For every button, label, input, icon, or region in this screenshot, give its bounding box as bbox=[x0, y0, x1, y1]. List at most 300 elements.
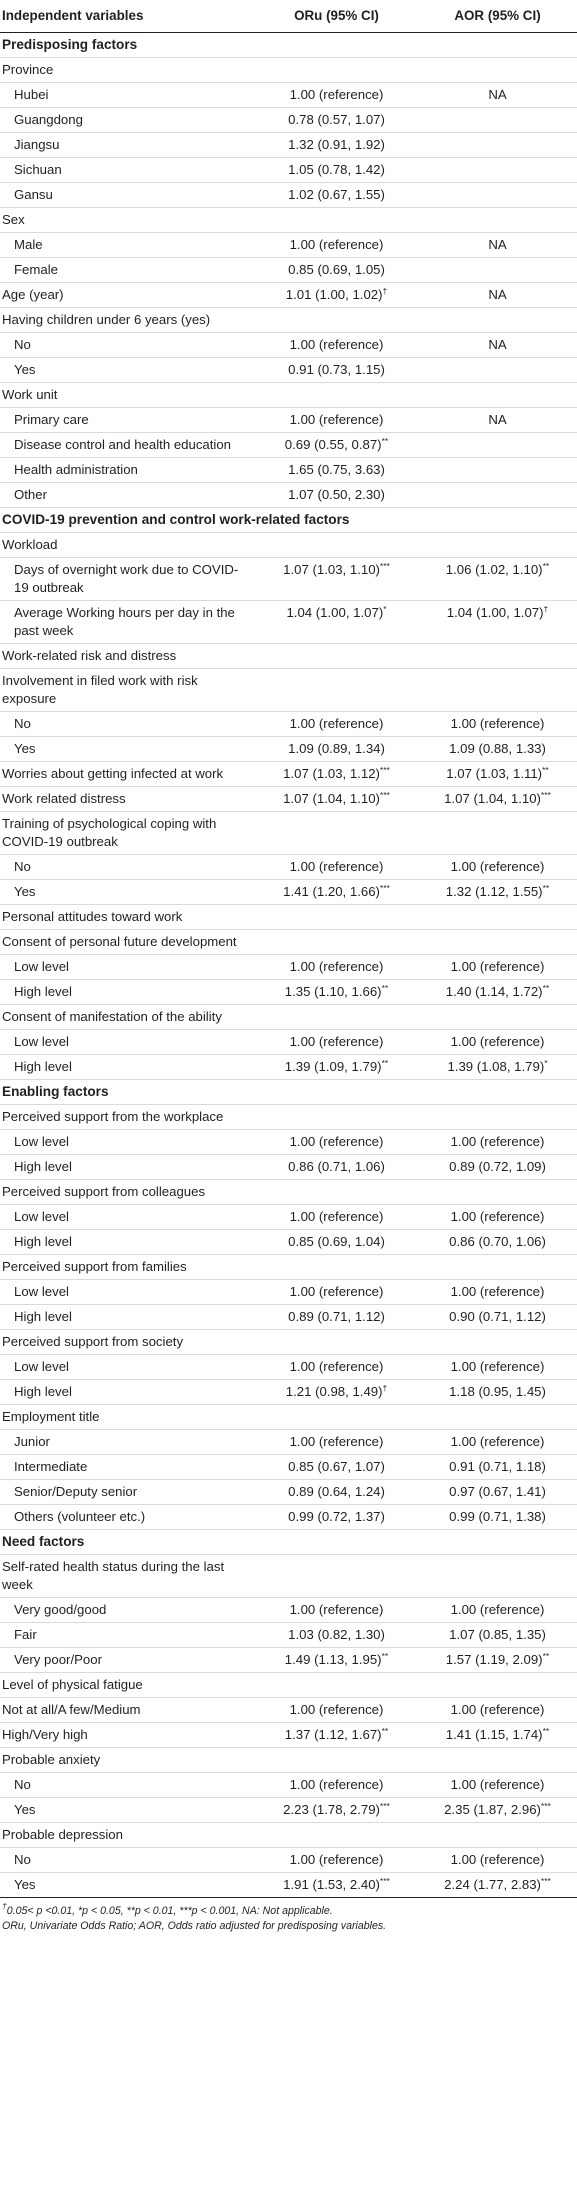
oru-cell bbox=[255, 83, 420, 108]
aor-value: 0.90 (0.71, 1.12) bbox=[449, 1309, 546, 1324]
aor-significance-mark: ** bbox=[542, 983, 550, 993]
variable-label: Consent of personal future development bbox=[0, 930, 255, 955]
oru-cell bbox=[255, 787, 420, 812]
oru-cell bbox=[255, 1823, 420, 1848]
aor-cell bbox=[420, 333, 577, 358]
oru-cell bbox=[255, 1280, 420, 1305]
table-row bbox=[0, 1673, 577, 1698]
oru-cell bbox=[255, 1455, 420, 1480]
oru-value: 1.03 (0.82, 1.30) bbox=[288, 1627, 385, 1642]
oru-cell bbox=[255, 183, 420, 208]
oru-cell bbox=[255, 812, 420, 855]
variable-label: Consent of manifestation of the ability bbox=[0, 1005, 255, 1030]
oru-value: 1.00 (reference) bbox=[289, 1852, 384, 1867]
table-row bbox=[0, 880, 577, 905]
aor-value: 0.86 (0.70, 1.06) bbox=[449, 1234, 546, 1249]
oru-cell bbox=[255, 283, 420, 308]
oru-cell bbox=[255, 433, 420, 458]
table-row bbox=[0, 108, 577, 133]
aor-significance-mark: *** bbox=[540, 1801, 551, 1811]
oru-cell bbox=[255, 1555, 420, 1598]
oru-cell bbox=[255, 930, 420, 955]
table-row bbox=[0, 1430, 577, 1455]
table-row bbox=[0, 1280, 577, 1305]
aor-cell bbox=[420, 1873, 577, 1898]
oru-value: 1.00 (reference) bbox=[289, 1034, 384, 1049]
oru-value: 1.00 (reference) bbox=[289, 237, 384, 252]
aor-cell bbox=[420, 1505, 577, 1530]
table-row bbox=[0, 855, 577, 880]
table-row bbox=[0, 1205, 577, 1230]
oru-value: 1.00 (reference) bbox=[289, 1284, 384, 1299]
oru-cell bbox=[255, 1230, 420, 1255]
table-row bbox=[0, 1055, 577, 1080]
variable-label: Probable anxiety bbox=[0, 1748, 255, 1773]
oru-cell bbox=[255, 233, 420, 258]
section-heading: Enabling factors bbox=[0, 1080, 577, 1105]
variable-label: Disease control and health education bbox=[0, 433, 255, 458]
table-row bbox=[0, 183, 577, 208]
table-row bbox=[0, 483, 577, 508]
table-row bbox=[0, 1723, 577, 1748]
aor-value: 1.06 (1.02, 1.10) bbox=[445, 562, 543, 577]
aor-cell bbox=[420, 183, 577, 208]
table-row bbox=[0, 408, 577, 433]
table-row bbox=[0, 233, 577, 258]
aor-cell bbox=[420, 1748, 577, 1773]
oru-cell bbox=[255, 383, 420, 408]
aor-value: 1.41 (1.15, 1.74) bbox=[445, 1727, 543, 1742]
oru-value: 1.09 (0.89, 1.34) bbox=[288, 741, 385, 756]
oru-cell bbox=[255, 955, 420, 980]
oru-cell bbox=[255, 1648, 420, 1673]
oru-value: 1.04 (1.00, 1.07) bbox=[286, 605, 384, 620]
variable-label: Average Working hours per day in the past week bbox=[0, 601, 255, 644]
variable-label: Not at all/A few/Medium bbox=[0, 1698, 255, 1723]
section-row bbox=[0, 1080, 577, 1105]
table-row bbox=[0, 558, 577, 601]
aor-value: 1.00 (reference) bbox=[450, 1284, 545, 1299]
table-row bbox=[0, 1623, 577, 1648]
aor-cell bbox=[420, 669, 577, 712]
table-row bbox=[0, 1030, 577, 1055]
table-row bbox=[0, 1555, 577, 1598]
oru-cell bbox=[255, 1723, 420, 1748]
variable-label: Senior/Deputy senior bbox=[0, 1480, 255, 1505]
variable-label: Guangdong bbox=[0, 108, 255, 133]
aor-value: 1.00 (reference) bbox=[450, 959, 545, 974]
aor-cell bbox=[420, 1330, 577, 1355]
variable-label: No bbox=[0, 1773, 255, 1798]
table-row bbox=[0, 1105, 577, 1130]
footnote-significance bbox=[2, 1901, 575, 1919]
oru-significance-mark: ** bbox=[381, 983, 389, 993]
oru-value: 1.00 (reference) bbox=[289, 1434, 384, 1449]
variable-label: Very poor/Poor bbox=[0, 1648, 255, 1673]
variable-label: Level of physical fatigue bbox=[0, 1673, 255, 1698]
aor-cell bbox=[420, 58, 577, 83]
oru-cell bbox=[255, 333, 420, 358]
variable-label: Fair bbox=[0, 1623, 255, 1648]
aor-cell bbox=[420, 1355, 577, 1380]
variable-label: No bbox=[0, 712, 255, 737]
variable-label: Perceived support from society bbox=[0, 1330, 255, 1355]
oru-significance-mark: *** bbox=[379, 1801, 390, 1811]
oru-value: 1.65 (0.75, 3.63) bbox=[288, 462, 385, 477]
oru-cell bbox=[255, 1380, 420, 1405]
aor-cell bbox=[420, 1205, 577, 1230]
aor-value: 1.00 (reference) bbox=[450, 1777, 545, 1792]
table-row bbox=[0, 1455, 577, 1480]
aor-cell bbox=[420, 1130, 577, 1155]
aor-significance-mark: ** bbox=[542, 561, 550, 571]
table-row bbox=[0, 644, 577, 669]
variable-label: Workload bbox=[0, 533, 255, 558]
table-row bbox=[0, 955, 577, 980]
aor-cell bbox=[420, 644, 577, 669]
section-heading: Need factors bbox=[0, 1530, 577, 1555]
variable-label: Perceived support from colleagues bbox=[0, 1180, 255, 1205]
oru-significance-mark: *** bbox=[379, 1876, 390, 1886]
aor-cell bbox=[420, 1030, 577, 1055]
aor-cell bbox=[420, 358, 577, 383]
variable-label: High level bbox=[0, 1380, 255, 1405]
table-row bbox=[0, 1698, 577, 1723]
oru-cell bbox=[255, 712, 420, 737]
aor-cell bbox=[420, 601, 577, 644]
table-row bbox=[0, 1748, 577, 1773]
table-row bbox=[0, 1873, 577, 1898]
oru-value: 1.00 (reference) bbox=[289, 412, 384, 427]
variable-label: Sex bbox=[0, 208, 255, 233]
aor-cell bbox=[420, 408, 577, 433]
aor-cell bbox=[420, 930, 577, 955]
oru-significance-mark: * bbox=[383, 604, 387, 614]
variable-label: Other bbox=[0, 483, 255, 508]
oru-value: 1.00 (reference) bbox=[289, 1602, 384, 1617]
oru-cell bbox=[255, 1255, 420, 1280]
aor-value: 0.89 (0.72, 1.09) bbox=[449, 1159, 546, 1174]
oru-value: 1.05 (0.78, 1.42) bbox=[288, 162, 385, 177]
aor-cell bbox=[420, 558, 577, 601]
aor-value: 1.00 (reference) bbox=[450, 859, 545, 874]
oru-cell bbox=[255, 1330, 420, 1355]
variable-label: Days of overnight work due to COVID-19 outbreak bbox=[0, 558, 255, 601]
oru-value: 1.37 (1.12, 1.67) bbox=[284, 1727, 382, 1742]
oru-cell bbox=[255, 762, 420, 787]
oru-value: 1.00 (reference) bbox=[289, 87, 384, 102]
oru-cell bbox=[255, 1698, 420, 1723]
variable-label: Work related distress bbox=[0, 787, 255, 812]
oru-value: 1.39 (1.09, 1.79) bbox=[284, 1059, 382, 1074]
aor-value: 1.00 (reference) bbox=[450, 1434, 545, 1449]
oru-cell bbox=[255, 1155, 420, 1180]
oru-cell bbox=[255, 1748, 420, 1773]
aor-significance-mark: *** bbox=[540, 1876, 551, 1886]
oru-cell bbox=[255, 905, 420, 930]
header-oru: ORu (95% CI) bbox=[255, 0, 420, 33]
table-row bbox=[0, 1230, 577, 1255]
section-row bbox=[0, 508, 577, 533]
aor-cell bbox=[420, 1405, 577, 1430]
oru-value: 1.00 (reference) bbox=[289, 859, 384, 874]
variable-label: Primary care bbox=[0, 408, 255, 433]
table-row bbox=[0, 158, 577, 183]
aor-value: 2.35 (1.87, 2.96) bbox=[444, 1802, 541, 1817]
oru-value: 1.00 (reference) bbox=[289, 1209, 384, 1224]
aor-cell bbox=[420, 1673, 577, 1698]
aor-cell bbox=[420, 1823, 577, 1848]
oru-cell bbox=[255, 483, 420, 508]
table-row bbox=[0, 1505, 577, 1530]
oru-value: 1.07 (1.04, 1.10) bbox=[283, 791, 380, 806]
section-row bbox=[0, 33, 577, 58]
table-row bbox=[0, 1330, 577, 1355]
oru-cell bbox=[255, 1430, 420, 1455]
aor-cell bbox=[420, 283, 577, 308]
variable-label: Personal attitudes toward work bbox=[0, 905, 255, 930]
oru-cell bbox=[255, 308, 420, 333]
oru-value: 1.32 (0.91, 1.92) bbox=[288, 137, 385, 152]
table-row bbox=[0, 737, 577, 762]
oru-cell bbox=[255, 644, 420, 669]
variable-label: Yes bbox=[0, 1798, 255, 1823]
table-row bbox=[0, 1480, 577, 1505]
aor-cell bbox=[420, 1255, 577, 1280]
aor-value: 0.97 (0.67, 1.41) bbox=[449, 1484, 546, 1499]
aor-cell bbox=[420, 1623, 577, 1648]
aor-significance-mark: † bbox=[543, 604, 549, 614]
oru-value: 1.41 (1.20, 1.66) bbox=[283, 884, 380, 899]
oru-value: 0.89 (0.71, 1.12) bbox=[288, 1309, 385, 1324]
aor-value: 1.00 (reference) bbox=[450, 1702, 545, 1717]
variable-label: Hubei bbox=[0, 83, 255, 108]
aor-value: 1.00 (reference) bbox=[450, 1034, 545, 1049]
oru-cell bbox=[255, 1505, 420, 1530]
variable-label: Work-related risk and distress bbox=[0, 644, 255, 669]
aor-cell bbox=[420, 737, 577, 762]
variable-label: Very good/good bbox=[0, 1598, 255, 1623]
aor-cell bbox=[420, 208, 577, 233]
aor-cell bbox=[420, 980, 577, 1005]
aor-significance-mark: * bbox=[544, 1058, 548, 1068]
table-row bbox=[0, 930, 577, 955]
table-row bbox=[0, 383, 577, 408]
variable-label: Probable depression bbox=[0, 1823, 255, 1848]
table-row bbox=[0, 787, 577, 812]
oru-cell bbox=[255, 208, 420, 233]
variable-label: Having children under 6 years (yes) bbox=[0, 308, 255, 333]
oru-cell bbox=[255, 1130, 420, 1155]
aor-significance-mark: ** bbox=[542, 1651, 550, 1661]
table-row bbox=[0, 333, 577, 358]
aor-cell bbox=[420, 1280, 577, 1305]
oru-value: 0.91 (0.73, 1.15) bbox=[288, 362, 385, 377]
aor-value: 1.07 (1.03, 1.11) bbox=[446, 766, 543, 781]
aor-cell bbox=[420, 1848, 577, 1873]
aor-value: NA bbox=[488, 287, 507, 302]
section-row bbox=[0, 1530, 577, 1555]
oru-value: 2.23 (1.78, 2.79) bbox=[283, 1802, 380, 1817]
table-row bbox=[0, 1848, 577, 1873]
oru-value: 1.07 (1.03, 1.10) bbox=[283, 562, 380, 577]
aor-cell bbox=[420, 308, 577, 333]
oru-cell bbox=[255, 1848, 420, 1873]
aor-cell bbox=[420, 158, 577, 183]
variable-label: No bbox=[0, 333, 255, 358]
table-row bbox=[0, 1255, 577, 1280]
aor-cell bbox=[420, 383, 577, 408]
oru-value: 0.89 (0.64, 1.24) bbox=[288, 1484, 385, 1499]
variable-label: Gansu bbox=[0, 183, 255, 208]
aor-cell bbox=[420, 1555, 577, 1598]
table-row bbox=[0, 812, 577, 855]
variable-label: High level bbox=[0, 1055, 255, 1080]
aor-significance-mark: *** bbox=[540, 790, 551, 800]
aor-significance-mark: ** bbox=[542, 1726, 550, 1736]
oru-cell bbox=[255, 1305, 420, 1330]
aor-value: 0.91 (0.71, 1.18) bbox=[449, 1459, 546, 1474]
variable-label: Yes bbox=[0, 1873, 255, 1898]
variable-label: Low level bbox=[0, 1030, 255, 1055]
oru-value: 0.85 (0.67, 1.07) bbox=[288, 1459, 385, 1474]
aor-cell bbox=[420, 1798, 577, 1823]
aor-cell bbox=[420, 108, 577, 133]
oru-cell bbox=[255, 737, 420, 762]
variable-label: High level bbox=[0, 1230, 255, 1255]
table-footnotes bbox=[0, 1898, 577, 1934]
aor-value: 1.32 (1.12, 1.55) bbox=[445, 884, 543, 899]
oru-cell bbox=[255, 1673, 420, 1698]
table-row bbox=[0, 1648, 577, 1673]
oru-cell bbox=[255, 1598, 420, 1623]
oru-cell bbox=[255, 1005, 420, 1030]
oru-value: 0.69 (0.55, 0.87) bbox=[284, 437, 382, 452]
oru-cell bbox=[255, 458, 420, 483]
variable-label: Self-rated health status during the last week bbox=[0, 1555, 255, 1598]
table-row bbox=[0, 83, 577, 108]
variable-label: Low level bbox=[0, 1280, 255, 1305]
table-row bbox=[0, 1355, 577, 1380]
oru-cell bbox=[255, 1480, 420, 1505]
oru-significance-mark: *** bbox=[379, 790, 390, 800]
oru-cell bbox=[255, 1030, 420, 1055]
aor-cell bbox=[420, 433, 577, 458]
table-row bbox=[0, 1598, 577, 1623]
oru-cell bbox=[255, 1205, 420, 1230]
variable-label: Involvement in filed work with risk exposure bbox=[0, 669, 255, 712]
aor-value: 1.00 (reference) bbox=[450, 1602, 545, 1617]
table-row bbox=[0, 1305, 577, 1330]
aor-value: 1.09 (0.88, 1.33) bbox=[449, 741, 546, 756]
oru-value: 1.00 (reference) bbox=[289, 1777, 384, 1792]
variable-label: Employment title bbox=[0, 1405, 255, 1430]
oru-significance-mark: ** bbox=[381, 1058, 389, 1068]
aor-cell bbox=[420, 1105, 577, 1130]
aor-value: 1.00 (reference) bbox=[450, 1852, 545, 1867]
variable-label: High level bbox=[0, 980, 255, 1005]
oru-cell bbox=[255, 1798, 420, 1823]
footnote-significance-text: 0.05< p <0.01, *p < 0.05, **p < 0.01, ***p < 0.001, NA: Not applicable. bbox=[6, 1905, 333, 1917]
table-row bbox=[0, 1405, 577, 1430]
variable-label: Perceived support from families bbox=[0, 1255, 255, 1280]
aor-cell bbox=[420, 762, 577, 787]
oru-cell bbox=[255, 58, 420, 83]
oru-value: 1.07 (0.50, 2.30) bbox=[288, 487, 385, 502]
aor-cell bbox=[420, 1598, 577, 1623]
aor-significance-mark: ** bbox=[542, 765, 549, 775]
aor-cell bbox=[420, 1305, 577, 1330]
aor-cell bbox=[420, 712, 577, 737]
oru-value: 0.85 (0.69, 1.05) bbox=[288, 262, 385, 277]
oru-value: 1.07 (1.03, 1.12) bbox=[283, 766, 380, 781]
oru-significance-mark: † bbox=[382, 286, 388, 296]
oru-value: 1.00 (reference) bbox=[289, 716, 384, 731]
table-row bbox=[0, 133, 577, 158]
variable-label: High level bbox=[0, 1155, 255, 1180]
aor-cell bbox=[420, 1480, 577, 1505]
variable-label: Low level bbox=[0, 1130, 255, 1155]
table-row bbox=[0, 433, 577, 458]
aor-cell bbox=[420, 1723, 577, 1748]
aor-value: NA bbox=[488, 237, 507, 252]
table-row bbox=[0, 208, 577, 233]
variable-label: No bbox=[0, 1848, 255, 1873]
oru-value: 1.91 (1.53, 2.40) bbox=[283, 1877, 380, 1892]
oru-value: 1.00 (reference) bbox=[289, 1359, 384, 1374]
variable-label: Yes bbox=[0, 737, 255, 762]
oru-value: 1.00 (reference) bbox=[289, 337, 384, 352]
aor-cell bbox=[420, 1005, 577, 1030]
oru-cell bbox=[255, 880, 420, 905]
variable-label: Yes bbox=[0, 880, 255, 905]
table-row bbox=[0, 358, 577, 383]
oru-cell bbox=[255, 533, 420, 558]
oru-cell bbox=[255, 1773, 420, 1798]
variable-label: Junior bbox=[0, 1430, 255, 1455]
aor-value: NA bbox=[488, 87, 507, 102]
variable-label: Others (volunteer etc.) bbox=[0, 1505, 255, 1530]
aor-value: 1.57 (1.19, 2.09) bbox=[445, 1652, 543, 1667]
variable-label: Health administration bbox=[0, 458, 255, 483]
aor-value: 1.07 (0.85, 1.35) bbox=[449, 1627, 546, 1642]
variable-label: Low level bbox=[0, 1205, 255, 1230]
aor-value: 1.40 (1.14, 1.72) bbox=[445, 984, 543, 999]
oru-cell bbox=[255, 1623, 420, 1648]
oru-cell bbox=[255, 1355, 420, 1380]
oru-significance-mark: ** bbox=[381, 1651, 389, 1661]
table-body bbox=[0, 33, 577, 1898]
oru-cell bbox=[255, 1055, 420, 1080]
table-row bbox=[0, 258, 577, 283]
aor-cell bbox=[420, 905, 577, 930]
variable-label: Training of psychological coping with COVID-19 outbreak bbox=[0, 812, 255, 855]
oru-significance-mark: *** bbox=[379, 765, 390, 775]
oru-cell bbox=[255, 258, 420, 283]
variable-label: Female bbox=[0, 258, 255, 283]
table-row bbox=[0, 1005, 577, 1030]
variable-label: Male bbox=[0, 233, 255, 258]
variable-label: Low level bbox=[0, 955, 255, 980]
variable-label: Worries about getting infected at work bbox=[0, 762, 255, 787]
table-row bbox=[0, 1380, 577, 1405]
variable-label: Perceived support from the workplace bbox=[0, 1105, 255, 1130]
aor-cell bbox=[420, 1230, 577, 1255]
aor-cell bbox=[420, 1455, 577, 1480]
variable-label: High level bbox=[0, 1305, 255, 1330]
oru-cell bbox=[255, 358, 420, 383]
section-heading: COVID-19 prevention and control work-related factors bbox=[0, 508, 577, 533]
